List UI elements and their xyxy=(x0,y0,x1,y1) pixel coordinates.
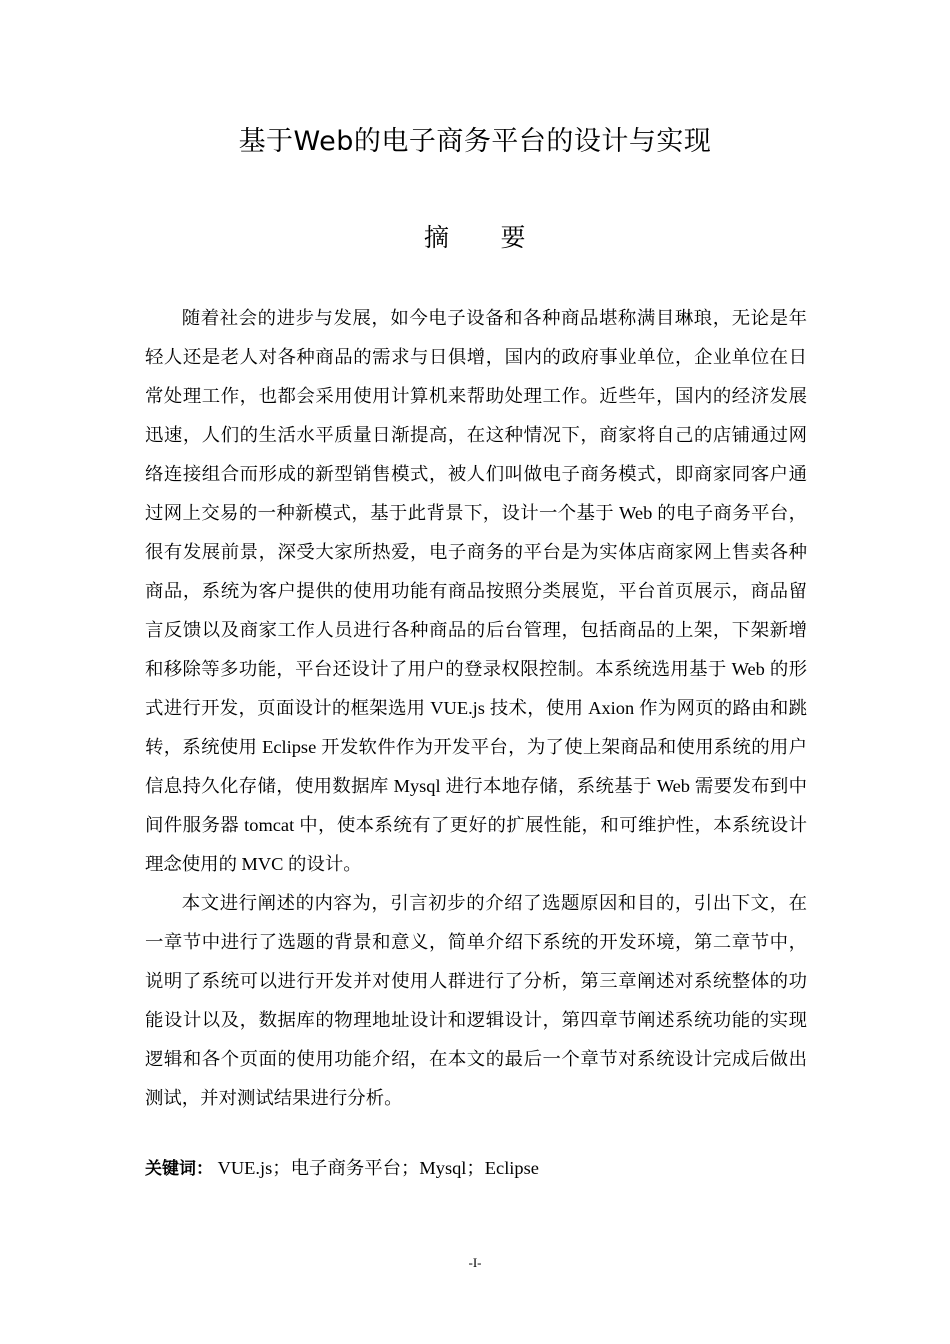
document-title: 基于Web的电子商务平台的设计与实现 xyxy=(238,126,712,157)
abstract-paragraph-2: 本文进行阐述的内容为，引言初步的介绍了选题原因和目的，引出下文，在一章节中进行了选题的背景和意义，简单介绍下系统的开发环境，第二章节中，说明了系统可以进行开发并对使用人群进行了分析，第三章阐述对系统整体的功能设计以及，数据库的物理地址设计和逻辑设计，第四章节阐述系统功能的实现逻辑和各个页面的使用功能介绍，在本文的最后一个章节对系统设计完成后做出测试，并对测试结果进行分析。 xyxy=(145,893,807,1108)
keywords-line xyxy=(145,1152,807,1185)
abstract-heading: 摘 要 xyxy=(423,223,526,252)
abstract-body xyxy=(145,299,807,1118)
keywords-value: VUE.js；电子商务平台；Mysql；Eclipse xyxy=(217,1158,539,1178)
keywords-label: 关键词： xyxy=(145,1159,213,1179)
page-number: -I- xyxy=(468,1255,482,1270)
abstract-paragraph-1: 随着社会的进步与发展，如今电子设备和各种商品堪称满目琳琅，无论是年轻人还是老人对各种商品的需求与日俱增，国内的政府事业单位，企业单位在日常处理工作，也都会采用使用计算机来帮助处理工作。近些年，国内的经济发展迅速，人们的生活水平质量日渐提高，在这种情况下，商家将自己的店铺通过网络连接组合而形成的新型销售模式，被人们叫做电子商务模式，即商家同客户通过网上交易的一种新模式，基于此背景下，设计一个基于 Web 的电子商务平台，很有发展前景，深受大家所热爱，电子商务的平台是为实体店商家网上售卖各种商品，系统为客户提供的使用功能有商品按照分类展览，平台首页展示，商品留言反馈以及商家工作人员进行各种商品的后台管理，包括商品的上架，下架新增和移除等多功能，平台还设计了用户的登录权限控制。本系统选用基于 Web 的形式进行开发，页面设计的框架选用 VUE.js 技术，使用 Axion 作为网页的路由和跳转，系统使用 Eclipse 开发软件作为开发平台，为了使上架商品和使用系统的用户信息持久化存储，使用数据库 Mysql 进行本地存储，系统基于 Web 需要发布到中间件服务器 tomcat 中，使本系统有了更好的扩展性能，和可维护性，本系统设计理念使用的 MVC 的设计。 xyxy=(145,308,807,874)
